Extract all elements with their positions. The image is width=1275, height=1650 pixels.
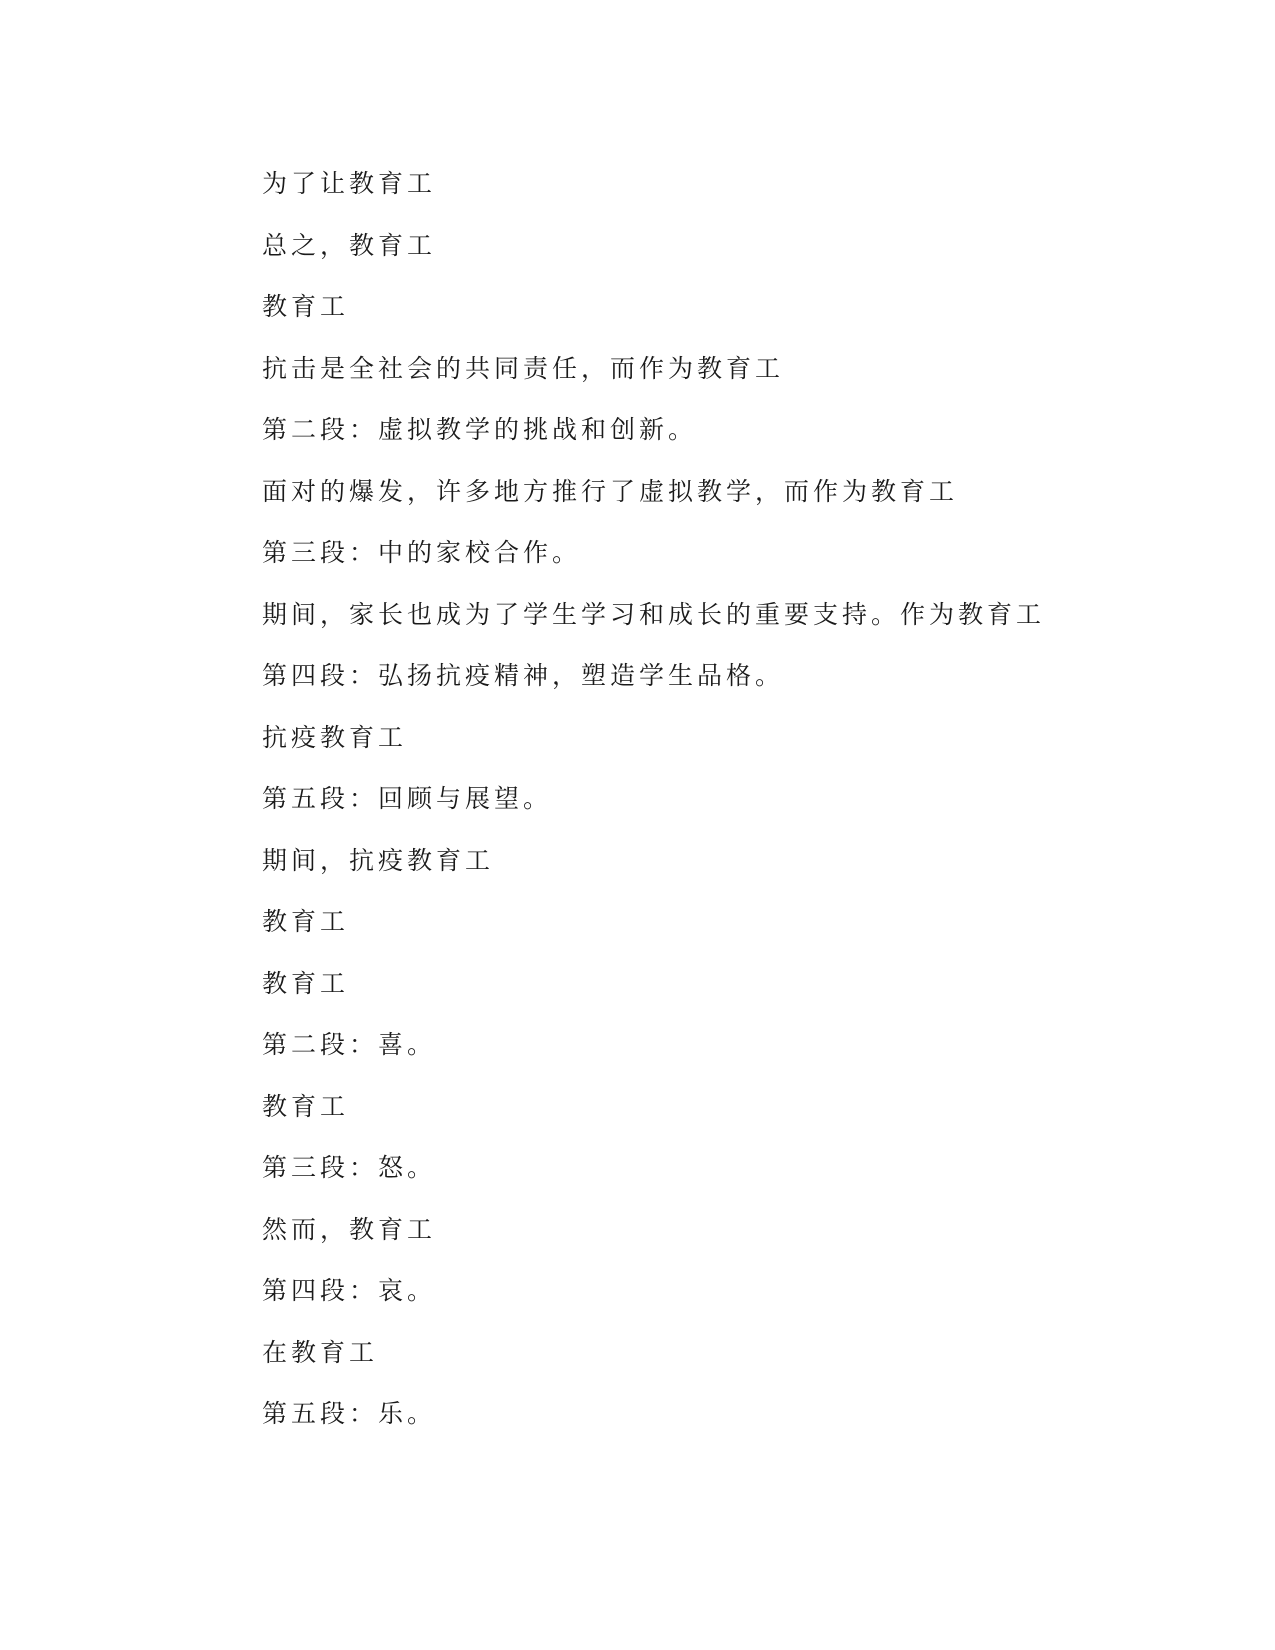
text-line: 总之，教育工 <box>262 230 437 260</box>
text-line: 教育工 <box>262 907 350 936</box>
text-line: 教育工 <box>262 968 350 998</box>
text-line: 教育工 <box>262 292 350 321</box>
section-heading: 第二段：喜。 <box>262 1030 437 1059</box>
section-heading: 第二段：虚拟教学的挑战和创新。 <box>262 415 698 444</box>
document-body <box>262 166 1162 1458</box>
text-line: 在教育工 <box>262 1337 379 1367</box>
section-heading: 第五段：回顾与展望。 <box>262 784 553 813</box>
text-line: 期间，家长也成为了学生学习和成长的重要支持。作为教育工 <box>262 599 1046 629</box>
text-line: 面对的爆发，许多地方推行了虚拟教学，而作为教育工 <box>262 476 959 506</box>
text-line: 抗疫教育工 <box>262 722 408 752</box>
text-line: 教育工 <box>262 1091 350 1121</box>
section-heading: 第三段：中的家校合作。 <box>262 538 582 567</box>
section-heading: 第四段：弘扬抗疫精神，塑造学生品格。 <box>262 661 785 690</box>
text-line: 为了让教育工 <box>262 169 437 198</box>
section-heading: 第四段：哀。 <box>262 1276 437 1305</box>
text-line: 期间，抗疫教育工 <box>262 845 495 875</box>
text-line: 然而，教育工 <box>262 1214 437 1244</box>
text-line: 抗击是全社会的共同责任，而作为教育工 <box>262 353 785 383</box>
section-heading: 第三段：怒。 <box>262 1153 437 1182</box>
section-heading: 第五段：乐。 <box>262 1399 437 1428</box>
